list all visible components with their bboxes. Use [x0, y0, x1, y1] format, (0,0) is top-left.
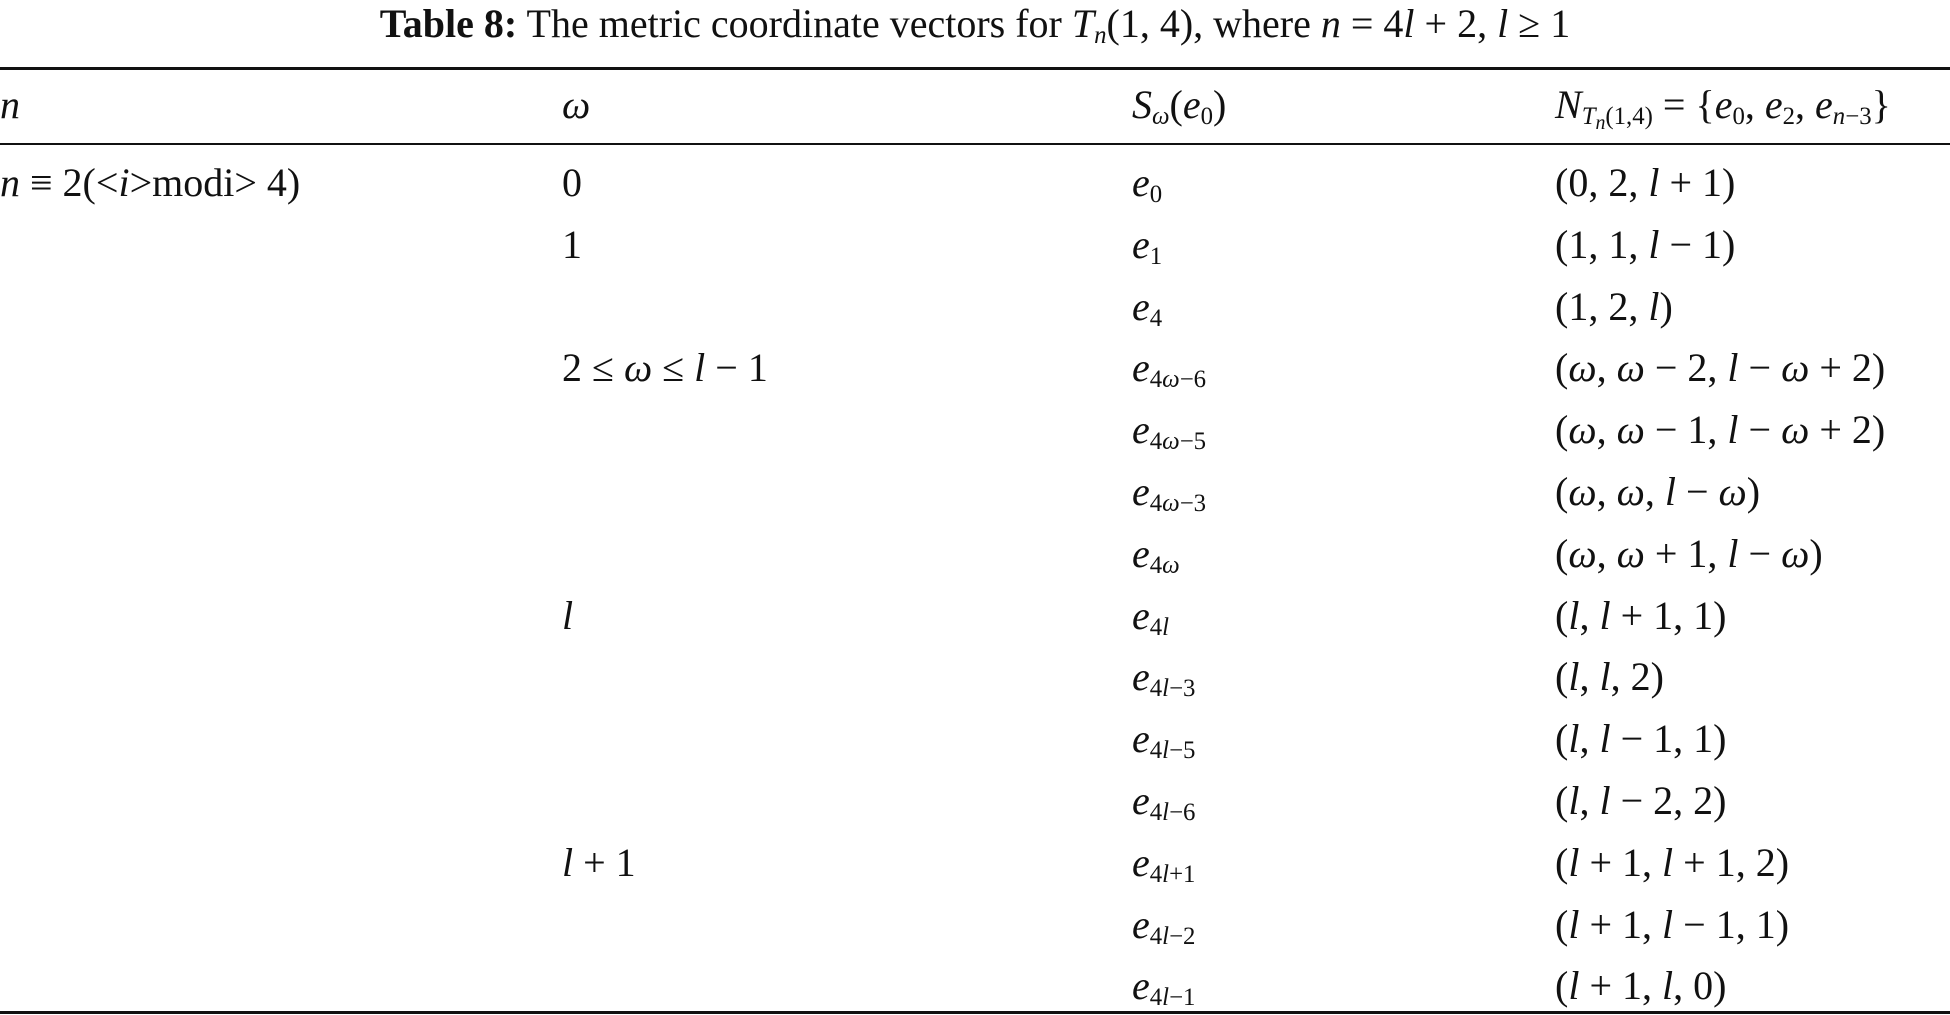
cell-omega: 1 — [562, 222, 582, 267]
cell-vector: (ω, ω + 1, l − ω) — [1555, 531, 1823, 576]
cell-vector: (1, 2, l) — [1555, 284, 1673, 329]
cell-sphere: $e_{4l-1}$ — [1132, 963, 1196, 1012]
cell-vector: (l + 1, l − 1, 1) — [1555, 902, 1790, 947]
table-top-rule — [0, 67, 1950, 70]
caption-label: Table 8: — [379, 1, 518, 46]
caption-text: The metric coordinate vectors for $T_n(1$, 4), where n = 4l + 2, l ≥ 1 — [526, 1, 1571, 50]
table-header-rule — [0, 143, 1950, 145]
cell-sphere: $e_4$ — [1132, 284, 1163, 333]
header-vector: $N_{T_n(1,4)} = \{e_0$, $e_2$, $e_{n-3}$} — [1555, 82, 1891, 135]
cell-omega: 2 ≤ ω ≤ l − 1 — [562, 345, 768, 390]
cell-vector: (l + 1, l, 0) — [1555, 963, 1727, 1008]
cell-vector: (ω, ω − 1, l − ω + 2) — [1555, 407, 1886, 452]
cell-sphere: $e_{4l-2}$ — [1132, 902, 1196, 951]
cell-vector: (ω, ω − 2, l − ω + 2) — [1555, 345, 1886, 390]
cell-sphere: $e_{4l+1}$ — [1132, 840, 1196, 889]
header-sphere: $S_\omega(e_0)$ — [1132, 82, 1227, 131]
cell-sphere: $e_{4l}$ — [1132, 593, 1170, 642]
cell-n: n ≡ 2(<i>modi> 4) — [0, 160, 301, 205]
cell-vector: (l, l − 2, 2) — [1555, 778, 1727, 823]
header-omega: ω — [562, 82, 591, 127]
cell-sphere: $e_{4l-3}$ — [1132, 654, 1196, 703]
cell-omega: 0 — [562, 160, 582, 205]
cell-vector: (1, 1, l − 1) — [1555, 222, 1736, 267]
cell-vector: (l, l, 2) — [1555, 654, 1664, 699]
cell-vector: (l, l − 1, 1) — [1555, 716, 1727, 761]
cell-vector: (l, l + 1, 1) — [1555, 593, 1727, 638]
cell-sphere: $e_0$ — [1132, 160, 1163, 209]
cell-sphere: $e_{4\omega-3}$ — [1132, 469, 1207, 518]
cell-vector: (ω, ω, l − ω) — [1555, 469, 1761, 514]
table-bottom-rule — [0, 1011, 1950, 1014]
cell-sphere: $e_{4l-6}$ — [1132, 778, 1196, 827]
header-n: n — [0, 82, 20, 127]
cell-sphere: $e_1$ — [1132, 222, 1163, 271]
table-caption — [0, 0, 1950, 48]
cell-sphere: $e_{4\omega-5}$ — [1132, 407, 1207, 456]
cell-sphere: $e_{4l-5}$ — [1132, 716, 1196, 765]
cell-sphere: $e_{4\omega}$ — [1132, 531, 1180, 580]
cell-vector: (0, 2, l + 1) — [1555, 160, 1736, 205]
cell-omega: l + 1 — [562, 840, 636, 885]
cell-vector: (l + 1, l + 1, 2) — [1555, 840, 1790, 885]
cell-sphere: $e_{4\omega-6}$ — [1132, 345, 1207, 394]
cell-omega: l — [562, 593, 574, 638]
